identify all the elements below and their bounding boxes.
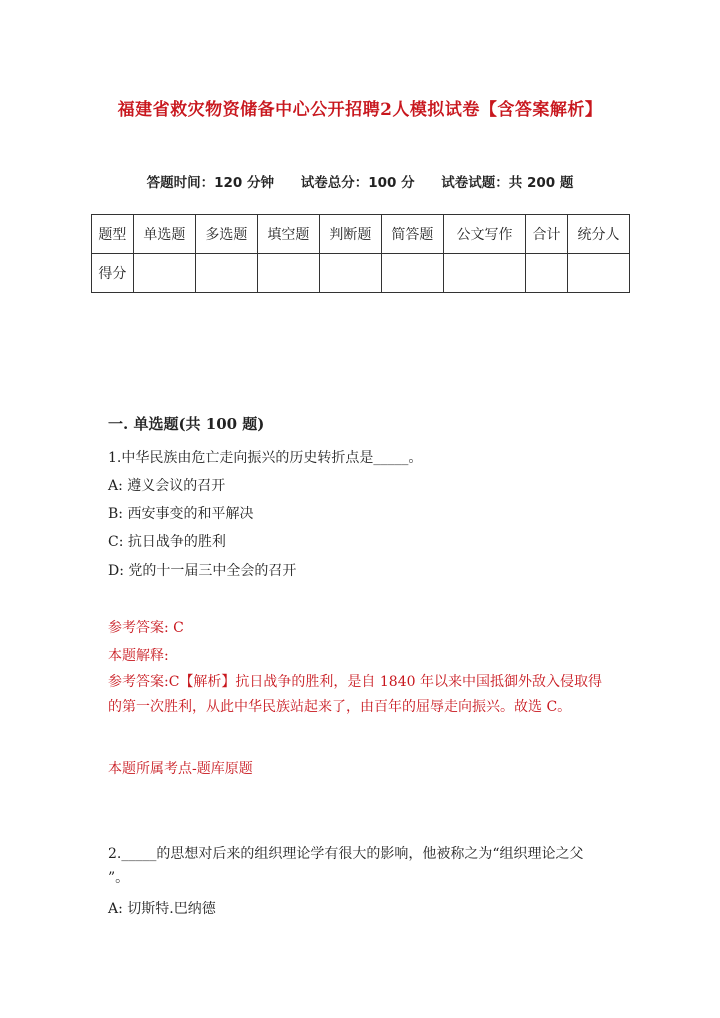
question-2-stem-continued: ”。 bbox=[108, 870, 130, 886]
header-cell: 简答题 bbox=[381, 215, 443, 254]
header-cell: 题型 bbox=[92, 215, 134, 254]
question-1-source: 本题所属考点-题库原题 bbox=[108, 761, 253, 777]
score-cell bbox=[526, 254, 568, 293]
section-title: 一. 单选题(共 100 题) bbox=[108, 415, 265, 433]
question-1-option-b: B: 西安事变的和平解决 bbox=[108, 506, 254, 522]
header-cell: 填空题 bbox=[257, 215, 319, 254]
score-cell bbox=[567, 254, 629, 293]
header-cell: 判断题 bbox=[319, 215, 381, 254]
header-cell: 单选题 bbox=[133, 215, 195, 254]
score-cell bbox=[319, 254, 381, 293]
question-1-answer: 参考答案: C bbox=[108, 620, 184, 636]
score-table-header-row bbox=[92, 215, 630, 254]
header-cell: 统分人 bbox=[567, 215, 629, 254]
header-cell: 合计 bbox=[526, 215, 568, 254]
page-title: 福建省救灾物资储备中心公开招聘2人模拟试卷【含答案解析】 bbox=[117, 100, 603, 120]
question-1-explanation bbox=[108, 670, 628, 720]
header-cell: 公文写作 bbox=[443, 215, 525, 254]
exam-time: 答题时间：120 分钟 bbox=[146, 175, 274, 191]
exam-total-score: 试卷总分：100 分 bbox=[300, 175, 415, 191]
explanation-line: 参考答案:C【解析】抗日战争的胜利，是自 1840 年以来中国抵御外敌入侵取得 bbox=[108, 674, 602, 690]
score-table bbox=[91, 214, 630, 293]
question-2-option-a: A: 切斯特.巴纳德 bbox=[108, 901, 216, 917]
question-2-stem: 2._____的思想对后来的组织理论学有很大的影响，他被称之为“组织理论之父 bbox=[108, 846, 584, 862]
score-cell bbox=[257, 254, 319, 293]
exam-meta bbox=[0, 171, 720, 191]
header-cell: 多选题 bbox=[195, 215, 257, 254]
question-1-option-c: C: 抗日战争的胜利 bbox=[108, 534, 226, 550]
explanation-line: 的第一次胜利，从此中华民族站起来了，由百年的屈辱走向振兴。故选 C。 bbox=[108, 699, 572, 715]
exam-question-count: 试卷试题：共 200 题 bbox=[441, 175, 574, 191]
question-1-stem: 1.中华民族由危亡走向振兴的历史转折点是_____。 bbox=[108, 450, 423, 466]
question-1-explain-label: 本题解释: bbox=[108, 648, 169, 664]
score-cell bbox=[443, 254, 525, 293]
row-label-cell: 得分 bbox=[92, 254, 134, 293]
question-1-option-d: D: 党的十一届三中全会的召开 bbox=[108, 563, 297, 579]
score-table-score-row bbox=[92, 254, 630, 293]
score-cell bbox=[195, 254, 257, 293]
question-1-option-a: A: 遵义会议的召开 bbox=[108, 478, 226, 494]
score-cell bbox=[133, 254, 195, 293]
score-cell bbox=[381, 254, 443, 293]
